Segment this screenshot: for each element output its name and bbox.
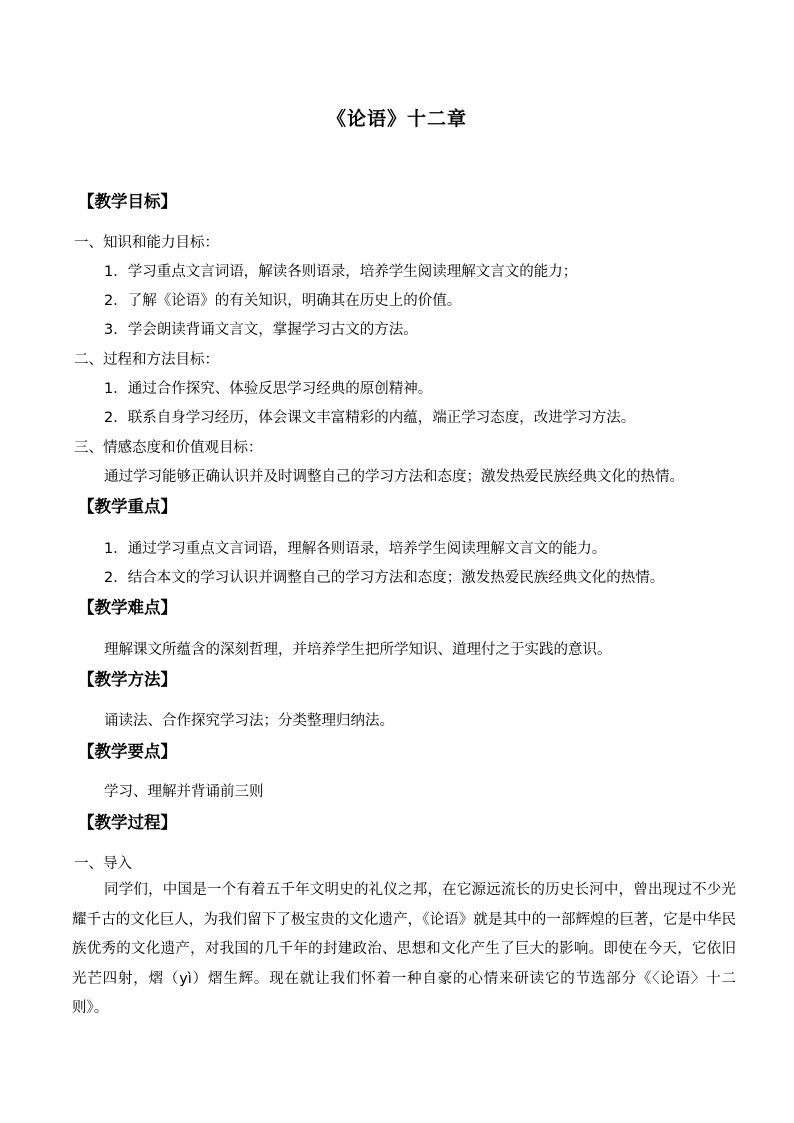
heading-difficulties: 【教学难点】: [78, 598, 177, 617]
heading-methods: 【教学方法】: [78, 670, 177, 689]
essentials-text: 学习、理解并背诵前三则: [104, 784, 264, 800]
heading-key-points: 【教学重点】: [78, 497, 177, 516]
intro-label: 一、导入: [74, 856, 132, 872]
key-point-item: 1．通过学习重点文言词语，理解各则语录，培养学生阅读理解文言文的能力。: [104, 541, 607, 557]
difficulties-text: 理解课文所蕴含的深刻哲理，并培养学生把所学知识、道理付之于实践的意识。: [104, 642, 612, 658]
heading-objectives: 【教学目标】: [78, 192, 177, 211]
methods-text: 诵读法、合作探究学习法；分类整理归纳法。: [104, 713, 394, 729]
emotion-goal-label: 三、情感态度和价值观目标：: [74, 440, 263, 456]
heading-essentials: 【教学要点】: [78, 742, 177, 761]
knowledge-goal-item: 2．了解《论语》的有关知识，明确其在历史上的价值。: [104, 293, 462, 309]
process-goal-item: 2．联系自身学习经历，体会课文丰富精彩的内蕴，端正学习态度，改进学习方法。: [104, 410, 636, 426]
intro-paragraph: 同学们，中国是一个有着五千年文明史的礼仪之邦，在它源远流长的历史长河中，曾出现过不少光耀千古的文化巨人，为我们留下了极宝贵的文化遗产，《论语》就是其中的一部辉煌的巨著，它是中华民族优秀的文化遗产，对我国的几千年的封建政治、思想和文化产生了巨大的影响。即使在今天，它依旧光芒四射，熠（yì）熠生辉。现在就让我们怀着一种自豪的心情来研读它的节选部分《〈论语〉十二则》。: [72, 882, 736, 1016]
emotion-goal-text: 通过学习能够正确认识并及时调整自己的学习方法和态度；激发热爱民族经典文化的热情。: [104, 469, 684, 485]
process-goal-label: 二、过程和方法目标：: [74, 352, 219, 368]
knowledge-goal-item: 3．学会朗读背诵文言文，掌握学习古文的方法。: [104, 322, 418, 338]
heading-process: 【教学过程】: [78, 813, 177, 832]
page-title: 《论语》十二章: [326, 108, 467, 130]
knowledge-goal-item: 1．学习重点文言词语，解读各则语录，培养学生阅读理解文言文的能力；: [104, 264, 578, 280]
knowledge-goal-label: 一、知识和能力目标：: [74, 235, 219, 251]
process-goal-item: 1．通过合作探究、体验反思学习经典的原创精神。: [104, 381, 433, 397]
key-point-item: 2．结合本文的学习认识并调整自己的学习方法和态度；激发热爱民族经典文化的热情。: [104, 570, 665, 586]
